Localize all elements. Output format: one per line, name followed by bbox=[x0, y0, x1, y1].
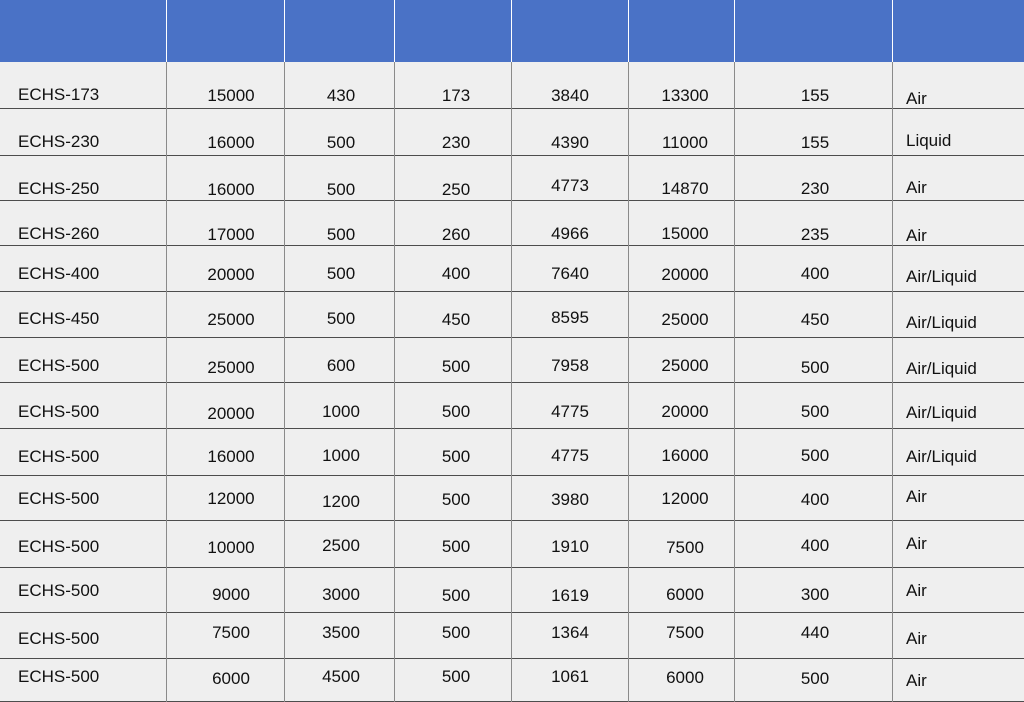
cell-model: ECHS-500 bbox=[18, 581, 100, 600]
header-model bbox=[0, 0, 166, 62]
header-divider bbox=[284, 0, 285, 62]
cell-trated: 3000 bbox=[322, 585, 360, 604]
cell-nmax: 17000 bbox=[207, 225, 255, 244]
cell-pmax: 440 bbox=[800, 623, 830, 642]
cell-trated: 600 bbox=[326, 356, 356, 375]
cell-n2: 11000 bbox=[661, 133, 708, 152]
cell-nmax: 7500 bbox=[212, 623, 250, 642]
cell-n2: 15000 bbox=[661, 224, 709, 243]
cell-nrated: 1061 bbox=[551, 667, 589, 686]
table-row bbox=[0, 292, 1024, 338]
cell-cooling: Air bbox=[906, 671, 927, 690]
cell-pmax: 500 bbox=[800, 402, 830, 421]
table-row bbox=[0, 62, 1024, 109]
table-row bbox=[0, 568, 1024, 613]
table-row bbox=[0, 659, 1024, 702]
cell-nrated: 4775 bbox=[551, 446, 589, 465]
cell-n2: 7500 bbox=[666, 623, 704, 642]
cell-prated: 500 bbox=[441, 357, 471, 376]
cell-trated: 1200 bbox=[322, 492, 360, 511]
cell-trated: 500 bbox=[326, 225, 356, 244]
cell-pmax: 500 bbox=[800, 446, 830, 465]
table-row bbox=[0, 429, 1024, 476]
cell-cooling: Air/Liquid bbox=[906, 447, 977, 466]
cell-nmax: 20000 bbox=[207, 265, 255, 284]
cell-pmax: 300 bbox=[800, 585, 830, 604]
table-row bbox=[0, 156, 1024, 201]
cell-n2: 13300 bbox=[661, 86, 709, 105]
cell-nmax: 6000 bbox=[212, 669, 250, 688]
cell-n2: 20000 bbox=[661, 265, 709, 284]
cell-cooling: Air bbox=[906, 89, 927, 108]
cell-nrated: 8595 bbox=[551, 308, 589, 327]
cell-model: ECHS-500 bbox=[18, 402, 100, 421]
header-nmax bbox=[166, 0, 284, 62]
cell-n2: 7500 bbox=[666, 538, 704, 557]
cell-trated: 500 bbox=[326, 133, 356, 152]
cell-trated: 500 bbox=[326, 180, 356, 199]
column-divider bbox=[628, 62, 629, 702]
cell-trated: 1000 bbox=[322, 402, 360, 421]
cell-nmax: 16000 bbox=[207, 180, 255, 199]
cell-nrated: 4966 bbox=[551, 224, 589, 243]
cell-pmax: 400 bbox=[800, 490, 830, 509]
cell-nrated: 1364 bbox=[551, 623, 589, 642]
table-row bbox=[0, 338, 1024, 383]
cell-prated: 500 bbox=[441, 402, 471, 421]
header-divider bbox=[734, 0, 735, 62]
cell-model: ECHS-230 bbox=[18, 132, 100, 151]
header-pmax bbox=[734, 0, 892, 62]
cell-nrated: 3840 bbox=[551, 86, 589, 105]
table-header bbox=[0, 0, 1024, 62]
cell-nmax: 9000 bbox=[212, 585, 250, 604]
header-divider bbox=[892, 0, 893, 62]
cell-nmax: 16000 bbox=[207, 133, 255, 152]
cell-nrated: 1910 bbox=[551, 537, 589, 556]
cell-pmax: 500 bbox=[800, 358, 830, 377]
cell-prated: 500 bbox=[441, 537, 471, 556]
cell-nmax: 16000 bbox=[207, 447, 255, 466]
cell-model: ECHS-260 bbox=[18, 224, 100, 243]
cell-nrated: 4390 bbox=[551, 133, 589, 152]
cell-prated: 450 bbox=[441, 310, 471, 329]
cell-nrated: 4775 bbox=[551, 402, 589, 421]
cell-model: ECHS-500 bbox=[18, 629, 100, 648]
cell-pmax: 400 bbox=[800, 536, 830, 555]
cell-trated: 500 bbox=[326, 309, 356, 328]
cell-cooling: Air bbox=[906, 581, 927, 600]
cell-pmax: 500 bbox=[800, 669, 830, 688]
cell-cooling: Air bbox=[906, 534, 927, 553]
header-trated bbox=[284, 0, 394, 62]
cell-nrated: 7958 bbox=[551, 356, 589, 375]
table-row bbox=[0, 201, 1024, 246]
cell-trated: 430 bbox=[326, 86, 356, 105]
cell-cooling: Air bbox=[906, 629, 927, 648]
cell-cooling: Air bbox=[906, 178, 927, 197]
cell-prated: 250 bbox=[441, 180, 471, 199]
cell-trated: 500 bbox=[326, 264, 356, 283]
cell-nrated: 1619 bbox=[551, 586, 589, 605]
cell-prated: 400 bbox=[441, 264, 471, 283]
header-divider bbox=[628, 0, 629, 62]
cell-cooling: Air/Liquid bbox=[906, 313, 977, 332]
column-divider bbox=[394, 62, 395, 702]
cell-pmax: 155 bbox=[800, 133, 830, 152]
header-divider bbox=[166, 0, 167, 62]
cell-model: ECHS-400 bbox=[18, 264, 100, 283]
table-row bbox=[0, 521, 1024, 568]
column-divider bbox=[892, 62, 893, 702]
cell-prated: 500 bbox=[441, 623, 471, 642]
cell-prated: 500 bbox=[441, 586, 471, 605]
cell-pmax: 235 bbox=[800, 225, 830, 244]
cell-pmax: 450 bbox=[800, 310, 830, 329]
header-n2 bbox=[628, 0, 734, 62]
cell-prated: 173 bbox=[441, 86, 471, 105]
header-prated bbox=[394, 0, 511, 62]
table-row bbox=[0, 383, 1024, 429]
cell-nmax: 10000 bbox=[207, 538, 255, 557]
cell-trated: 1000 bbox=[322, 446, 360, 465]
cell-nrated: 3980 bbox=[551, 490, 589, 509]
cell-trated: 2500 bbox=[322, 536, 360, 555]
column-divider bbox=[511, 62, 512, 702]
cell-n2: 6000 bbox=[666, 585, 704, 604]
cell-prated: 230 bbox=[441, 133, 471, 152]
cell-nrated: 7640 bbox=[551, 264, 589, 283]
cell-prated: 500 bbox=[441, 490, 471, 509]
cell-n2: 16000 bbox=[661, 446, 709, 465]
header-nrated bbox=[511, 0, 628, 62]
column-divider bbox=[166, 62, 167, 702]
cell-model: ECHS-500 bbox=[18, 489, 100, 508]
cell-trated: 4500 bbox=[322, 667, 360, 686]
cell-cooling: Air bbox=[906, 226, 927, 245]
cell-pmax: 400 bbox=[800, 264, 830, 283]
column-divider bbox=[284, 62, 285, 702]
cell-model: ECHS-173 bbox=[18, 85, 100, 104]
column-divider bbox=[734, 62, 735, 702]
cell-cooling: Liquid bbox=[906, 131, 952, 150]
table-row bbox=[0, 246, 1024, 292]
cell-trated: 3500 bbox=[322, 623, 360, 642]
cell-cooling: Air bbox=[906, 487, 927, 506]
cell-prated: 260 bbox=[441, 225, 471, 244]
cell-n2: 25000 bbox=[661, 356, 709, 375]
table-row bbox=[0, 476, 1024, 521]
cell-model: ECHS-250 bbox=[18, 179, 100, 198]
header-divider bbox=[511, 0, 512, 62]
cell-nmax: 20000 bbox=[207, 404, 255, 423]
cell-pmax: 230 bbox=[800, 179, 830, 198]
cell-nrated: 4773 bbox=[551, 176, 589, 195]
cell-model: ECHS-500 bbox=[18, 667, 100, 686]
cell-cooling: Air/Liquid bbox=[906, 359, 977, 378]
cell-n2: 25000 bbox=[661, 310, 709, 329]
table-row bbox=[0, 613, 1024, 659]
cell-model: ECHS-500 bbox=[18, 537, 100, 556]
cell-n2: 6000 bbox=[666, 668, 704, 687]
cell-n2: 20000 bbox=[661, 402, 709, 421]
cell-model: ECHS-500 bbox=[18, 447, 100, 466]
cell-n2: 14870 bbox=[661, 179, 709, 198]
cell-nmax: 25000 bbox=[207, 310, 255, 329]
cell-prated: 500 bbox=[441, 447, 471, 466]
cell-model: ECHS-500 bbox=[18, 356, 100, 375]
cell-nmax: 15000 bbox=[207, 86, 255, 105]
header-cooling bbox=[892, 0, 1024, 62]
cell-n2: 12000 bbox=[661, 489, 709, 508]
cell-cooling: Air/Liquid bbox=[906, 403, 977, 422]
cell-nmax: 25000 bbox=[207, 358, 255, 377]
cell-nmax: 12000 bbox=[207, 489, 255, 508]
cell-model: ECHS-450 bbox=[18, 309, 100, 328]
cell-pmax: 155 bbox=[800, 86, 830, 105]
table-row bbox=[0, 109, 1024, 156]
header-divider bbox=[394, 0, 395, 62]
cell-cooling: Air/Liquid bbox=[906, 267, 977, 286]
cell-prated: 500 bbox=[441, 667, 471, 686]
